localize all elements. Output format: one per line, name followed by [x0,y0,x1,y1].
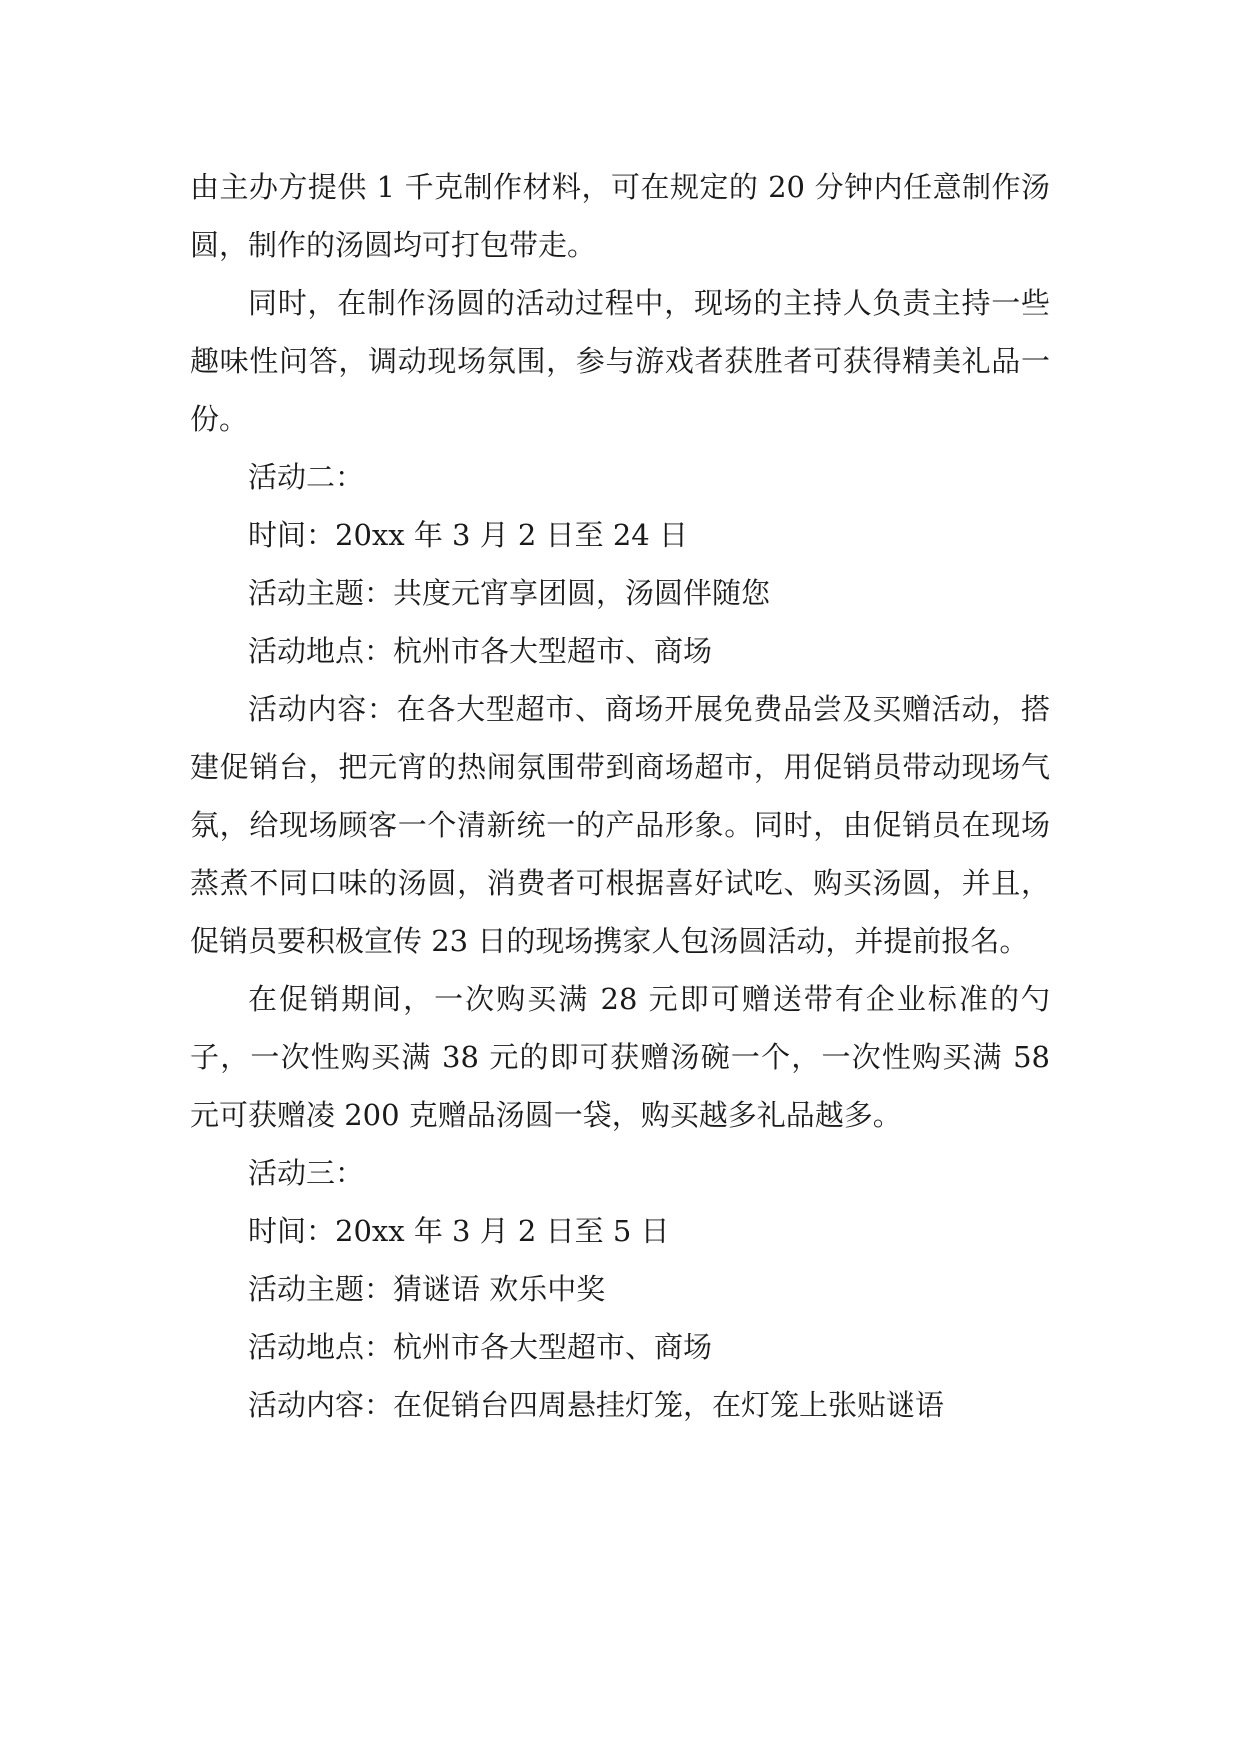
activity-two-location: 活动地点：杭州市各大型超市、商场 [248,634,713,668]
activity-three-theme: 活动主题：猜谜语 欢乐中奖 [248,1272,606,1306]
activity-three-location: 活动地点：杭州市各大型超市、商场 [248,1330,713,1364]
document-body [190,158,1050,1434]
activity-two-content: 活动内容：在各大型超市、商场开展免费品尝及买赠活动，搭建促销台，把元宵的热闹氛围带到商场超市，用促销员带动现场气氛，给现场顾客一个清新统一的产品形象。同时，由促销员在现场蒸煮不同口味的汤圆，消费者可根据喜好试吃、购买汤圆，并且，促销员要积极宣传 23 日的现场携家人包汤圆活动，并提前报名。 [190,692,1050,958]
activity-three-time: 时间：20xx 年 3 月 2 日至 5 日 [248,1214,670,1248]
activity-three-content: 活动内容：在促销台四周悬挂灯笼，在灯笼上张贴谜语 [248,1388,945,1422]
heading-activity-three: 活动三： [248,1156,365,1190]
activity-two-time: 时间：20xx 年 3 月 2 日至 24 日 [248,518,688,552]
paragraph-host-quiz: 同时，在制作汤圆的活动过程中，现场的主持人负责主持一些趣味性问答，调动现场氛围，参与游戏者获胜者可获得精美礼品一份。 [190,286,1050,436]
activity-two-theme: 活动主题：共度元宵享团圆，汤圆伴随您 [248,576,771,610]
paragraph-promotion-gifts: 在促销期间，一次购买满 28 元即可赠送带有企业标准的勺子，一次性购买满 38 元的即可获赠汤碗一个，一次性购买满 58 元可获赠凌 200 克赠品汤圆一袋，购买越多礼品越多。 [190,982,1050,1132]
paragraph-material-intro: 由主办方提供 1 千克制作材料，可在规定的 20 分钟内任意制作汤圆，制作的汤圆均可打包带走。 [190,170,1050,262]
heading-activity-two: 活动二： [248,460,365,494]
